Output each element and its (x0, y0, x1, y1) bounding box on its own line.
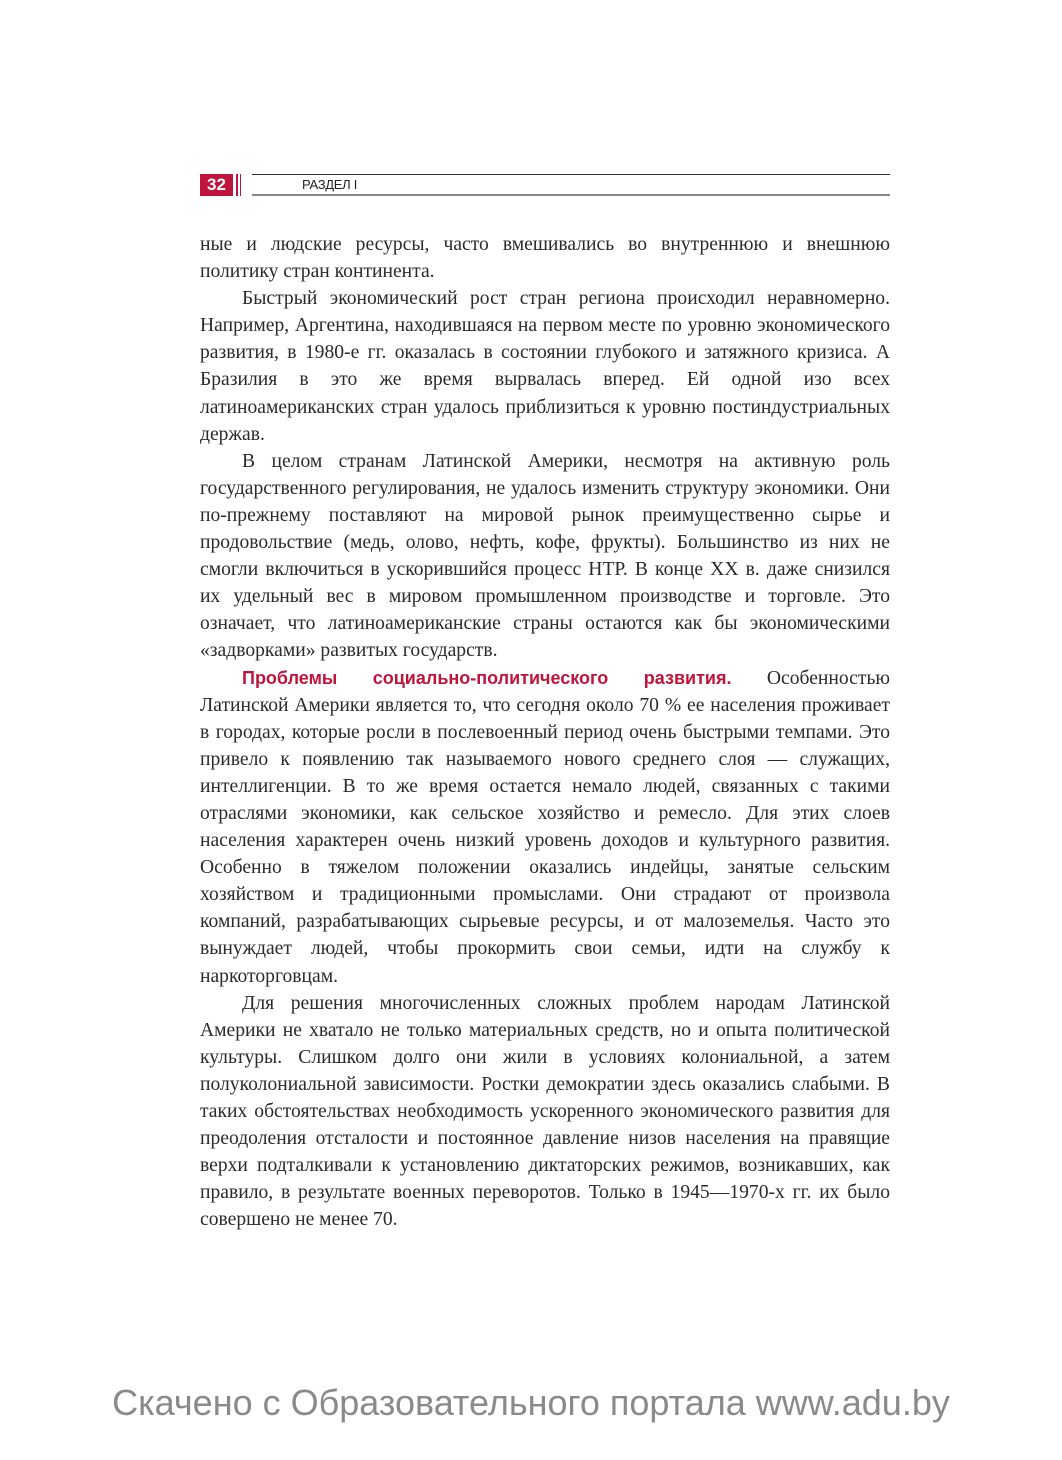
running-header (200, 172, 890, 198)
header-rule (252, 174, 890, 175)
paragraph (200, 665, 890, 990)
page-number: 32 (200, 174, 233, 196)
page-body (200, 231, 890, 1233)
paragraph: Для решения многочисленных сложных проблем народам Латинской Америки не хватало не только материальных средств, но и опыта политической культуры. Слишком долго они жили в условиях колониальной, а затем полуколониальной зависимости. Ростки демократии здесь оказались слабыми. В таких обстоятельствах необходимость ускоренного экономического развития для преодоления отсталости и постоянное давление низов населения на правящие верхи подталкивали к установлению диктаторских режимов, возникавших, как правило, в результате военных переворотов. Только в 1945—1970-х гг. их было совершено не менее 70. (200, 992, 890, 1231)
divider (240, 174, 241, 196)
paragraph-text: Особенностью Латинской Америки является то, что сегодня около 70 % ее населения проживает в городах, которые росли в послевоенный период очень быстрыми темпами. Это привело к появлению так называемого нового среднего слоя — служащих, интеллигенции. В то же время остается немало людей, связанных с такими отраслями экономики, как сельское хозяйство и ремесло. Для этих слоев населения характерен очень низкий уровень доходов и культурного развития. Особенно в тяжелом положении оказались индейцы, занятые сельским хозяйством и традиционными промыслами. Они страдают от произвола компаний, разрабатывающих сырьевые ресурсы, и от малоземелья. Часто это вынуждает людей, чтобы прокормить свои семьи, идти на службу к наркоторговцам. (200, 667, 891, 987)
header-rule (252, 194, 890, 196)
download-watermark: Скачено с Образовательного портала www.adu.by (112, 1382, 950, 1423)
paragraph: ные и людские ресурсы, часто вмешивались во внутреннюю и внешнюю политику стран континента. (200, 234, 890, 283)
section-heading: Проблемы социально-политического развития. (242, 667, 732, 688)
paragraph: В целом странам Латинской Америки, несмотря на активную роль государственного регулирования, не удалось изменить структуру экономики. Они по-прежнему поставляют на мировой рынок преимущественно сырье и продовольствие (медь, олово, нефть, кофе, фрукты). Большинство из них не смогли включиться в ускорившийся процесс НТР. В конце XX в. даже снизился их удельный вес в мировом промышленном производстве и торговле. Это означает, что латиноамериканские страны остаются как бы экономическими «задворками» развитых государств. (200, 450, 890, 662)
paragraph: Быстрый экономический рост стран региона происходил неравномерно. Например, Аргентина, находившаяся на первом месте по уровню экономического развития, в 1980-е гг. оказалась в состоянии глубокого и затяжного кризиса. А Бразилия в это же время вырвалась вперед. Ей одной изо всех латиноамериканских стран удалось приблизиться к уровню постиндустриальных держав. (200, 288, 890, 445)
divider (236, 174, 238, 196)
section-title: РАЗДЕЛ I (302, 177, 358, 192)
